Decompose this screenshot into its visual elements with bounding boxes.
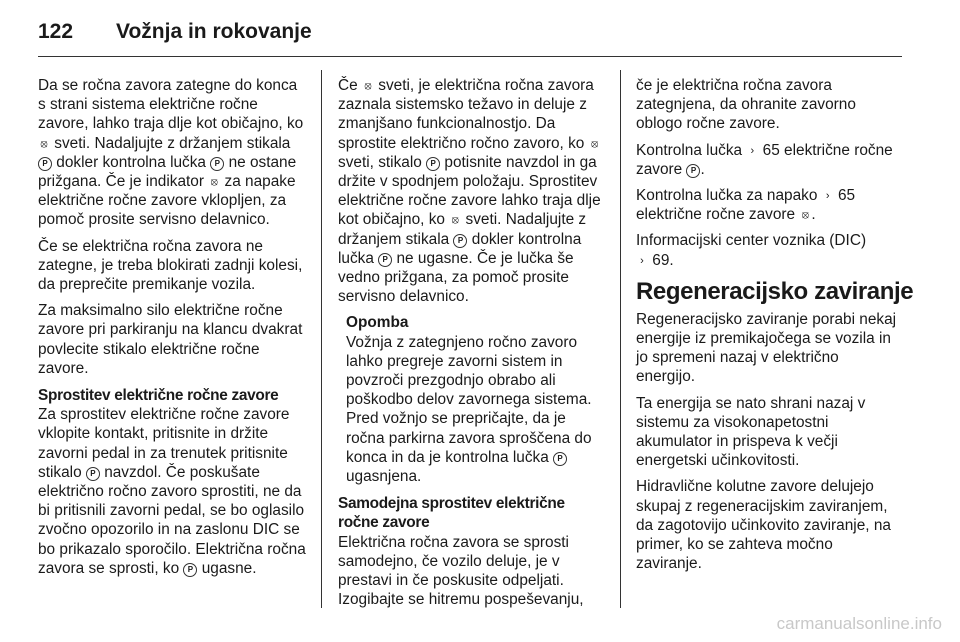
paragraph: Če se električna ročna zavora ne zategne, je treba blokirati zadnji kolesi, da preprečite premikanje vozila. xyxy=(38,237,303,294)
brake-warning-icon: ⦻ xyxy=(591,137,599,150)
note-title: Opomba xyxy=(346,314,409,332)
brake-warning-icon: ⦻ xyxy=(801,209,810,222)
paragraph: Električna ročna zavora se sprosti samodejno, če vozilo deluje, je v prestavi in če poskusite odpeljati. Izogibajte se hitremu pospeševanju, xyxy=(338,533,584,609)
reference-arrow-icon: › xyxy=(640,254,644,267)
header-rule xyxy=(38,56,902,57)
paragraph: Informacijski center voznika (DIC) › 69. xyxy=(636,232,867,269)
paragraph: Za maksimalno silo električne ročne zavore pri parkiranju na klancu dvakrat povlecite stikalo električne ročne zavore. xyxy=(38,302,303,377)
section-heading: Regeneracijsko zaviranje xyxy=(636,277,914,305)
column-2 xyxy=(338,76,604,616)
parking-brake-icon: P xyxy=(86,467,100,481)
watermark: carmanualsonline.info xyxy=(776,614,942,633)
column-1 xyxy=(38,76,306,585)
parking-brake-icon: P xyxy=(553,452,567,466)
paragraph: Kontrolna lučka za napako › 65 električne ročne zavore ⦻ . xyxy=(636,187,856,224)
subheading: Samodejna sprostitev električne ročne zavore xyxy=(338,495,565,532)
column-3 xyxy=(636,76,914,580)
brake-warning-icon: ⦻ xyxy=(40,137,48,150)
parking-brake-icon: P xyxy=(210,157,224,171)
column-divider xyxy=(321,70,322,608)
page-title: Vožnja in rokovanje xyxy=(116,20,312,43)
paragraph: če je električna ročna zavora zategnjena, da ohranite zavorno oblogo ročne zavore. xyxy=(636,77,856,133)
parking-brake-icon: P xyxy=(38,157,52,171)
note-text: Vožnja z zategnjeno ročno zavoro lahko pregreje zavorni sistem in povzroči prezgodnjo obrabo ali poškodbo delov zavornega sistema. Pred vožnjo se prepričajte, da je ročna parkirna zavora sproščena do konca in da je kontrolna lučka P ugasnjena. xyxy=(346,333,592,486)
paragraph: Da se ročna zavora zategne do konca s strani sistema električne ročne zavore, lahko traja dlje kot običajno, ko ⦻ sveti. Nadaljujte z držanjem stikala P dokler kontrolna lučka P ne ostane prižgana. Če je indikator ⦻ za napake električne ročne zavore vklopljen, za pomoč prosite servisno delavnico. xyxy=(38,77,304,229)
reference-arrow-icon: › xyxy=(750,144,755,157)
paragraph: Regeneracijsko zaviranje porabi nekaj energije iz premikajočega se vozila in jo spremeni nazaj v električno energijo. xyxy=(636,310,897,386)
brake-warning-icon: ⦻ xyxy=(364,80,372,92)
parking-brake-icon: P xyxy=(183,563,197,577)
parking-brake-icon: P xyxy=(378,253,392,267)
subheading: Sprostitev električne ročne zavore xyxy=(38,387,279,405)
note-box xyxy=(346,313,604,486)
paragraph: Hidravlične kolutne zavore delujejo skupaj z regeneracijskim zaviranjem, da zagotovijo učinkovito zaviranje, na primer, ko se zahteva močno zaviranje. xyxy=(636,478,891,573)
parking-brake-icon: P xyxy=(686,164,700,178)
paragraph: Kontrolna lučka › 65 električne ročne zavore P . xyxy=(636,141,893,178)
paragraph: Če ⦻ sveti, je električna ročna zavora zaznala sistemsko težavo in deluje z zmanjšano funkcionalnostjo. Da sprostite električno ročno zavoro, ko ⦻ sveti, stikalo P potisnite navzdol in ga držite v spodnjem položaju. Sprostitev električne ročne zavore lahko traja dlje kot običajno, ko ⦻ sveti. Nadaljujte z držanjem stikala P dokler kontrolna lučka P ne ugasne. Če je lučka še vedno prižgana, za pomoč prosite servisno delavnico. xyxy=(338,77,601,306)
parking-brake-icon: P xyxy=(426,157,440,171)
parking-brake-icon: P xyxy=(453,234,467,248)
brake-warning-icon: ⦻ xyxy=(451,214,459,227)
paragraph: Ta energija se nato shrani nazaj v sistemu za visokonapetostni akumulator in prispeva k večji energetski učinkovitosti. xyxy=(636,394,866,470)
brake-warning-icon: ⦻ xyxy=(210,176,218,189)
paragraph: Za sprostitev električne ročne zavore vklopite kontakt, pritisnite in držite zavorni pedal in za trenutek pritisnite stikalo P navzdol. Če poskušate električno ročno zavoro sprostiti, ne da bi pritisnili zavorni pedal, se bo oglasilo zvočno opozorilo in na zaslonu DIC se bo prikazalo sporočilo. Električna ročna zavora se sprosti, ko P ugasne. xyxy=(38,406,306,577)
reference-arrow-icon: › xyxy=(825,190,830,203)
column-divider xyxy=(620,70,621,608)
page-number: 122 xyxy=(38,20,74,43)
